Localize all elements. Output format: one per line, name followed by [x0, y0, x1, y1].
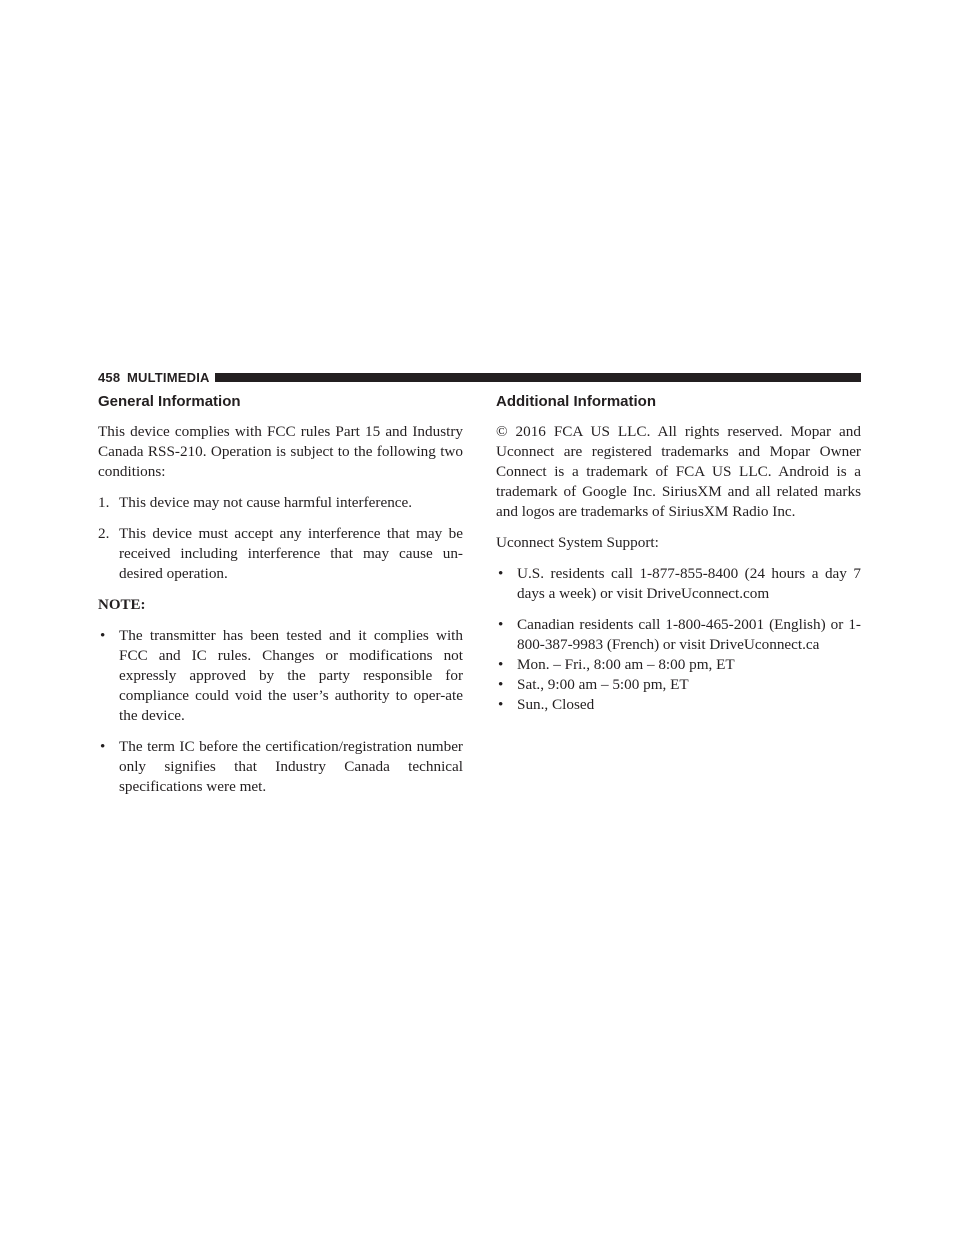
page-header — [98, 370, 861, 386]
item-number: 1. — [98, 494, 110, 511]
bullet-icon: • — [498, 565, 504, 582]
item-text: This device may not cause harmful interference. — [119, 494, 413, 511]
copyright-paragraph: © 2016 FCA US LLC. All rights reserved. Mopar and Uconnect are registered trademarks and Mopar Owner Connect is a trademark of FCA US LLC. Android is a trademark of Google Inc. SiriusXM and all related marks and logos are trademarks of SiriusXM Radio Inc. — [496, 423, 861, 520]
bullet-icon: • — [498, 696, 504, 713]
note-bullet-item — [98, 626, 463, 726]
item-text: This device must accept any interference that may be received including interference that may cause un-desired operation. — [119, 525, 463, 582]
support-bullet-item — [496, 675, 861, 695]
support-bullet-item — [496, 564, 861, 604]
bullet-text: U.S. residents call 1-877-855-8400 (24 hours a day 7 days a week) or visit DriveUconnect.com — [517, 565, 861, 602]
bullet-text: The term IC before the certification/registration number only signifies that Industry Canada technical specifications were met. — [119, 738, 463, 795]
bullet-icon: • — [100, 627, 106, 644]
bullet-text: Sun., Closed — [517, 696, 595, 713]
support-bullet-item — [496, 615, 861, 655]
bullet-text: Canadian residents call 1-800-465-2001 (English) or 1-800-387-9983 (French) or visit DriveUconnect.ca — [517, 616, 861, 653]
general-intro-paragraph: This device complies with FCC rules Part 15 and Industry Canada RSS-210. Operation is subject to the following two conditions: — [98, 423, 463, 480]
section-title: MULTIMEDIA — [127, 370, 210, 385]
bullet-text: Sat., 9:00 am – 5:00 pm, ET — [517, 676, 689, 693]
bullet-icon: • — [498, 656, 504, 673]
left-column — [98, 392, 463, 808]
bullet-icon: • — [100, 738, 106, 755]
right-column — [496, 392, 861, 715]
bullet-icon: • — [498, 616, 504, 633]
bullet-text: Mon. – Fri., 8:00 am – 8:00 pm, ET — [517, 656, 735, 673]
numbered-item — [98, 493, 463, 513]
support-label: Uconnect System Support: — [496, 534, 659, 551]
page-number: 458 — [98, 370, 121, 385]
numbered-item — [98, 524, 463, 584]
note-bullet-item — [98, 737, 463, 797]
additional-information-heading: Additional Information — [496, 393, 656, 410]
note-label: NOTE: — [98, 597, 146, 613]
bullet-icon: • — [498, 676, 504, 693]
support-bullet-item — [496, 655, 861, 675]
item-number: 2. — [98, 525, 110, 542]
header-rule — [215, 373, 861, 382]
general-information-heading: General Information — [98, 393, 241, 410]
bullet-text: The transmitter has been tested and it complies with FCC and IC rules. Changes or modifications not expressly approved by the party responsible for compliance could void the user’s authority to oper-ate the device. — [119, 627, 463, 724]
support-bullet-item — [496, 695, 861, 715]
